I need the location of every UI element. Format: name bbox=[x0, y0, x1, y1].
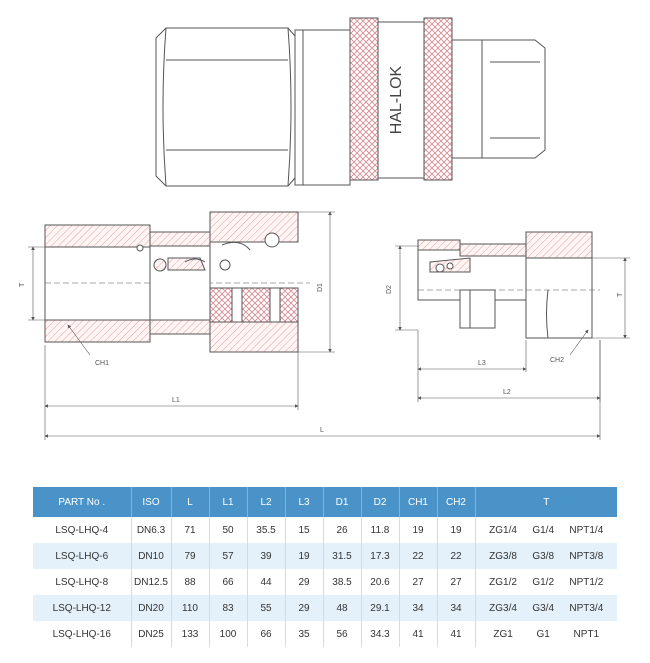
header-L3: L3 bbox=[285, 487, 323, 517]
thread-g: G1/4 bbox=[532, 524, 555, 536]
cell-CH2: 19 bbox=[437, 517, 475, 543]
header-CH1: CH1 bbox=[399, 487, 437, 517]
table-row bbox=[33, 569, 617, 595]
dim-label-D1: D1 bbox=[317, 283, 324, 292]
thread-zg: ZG1/2 bbox=[489, 576, 517, 588]
table-row bbox=[33, 621, 617, 647]
dim-label-L3: L3 bbox=[478, 360, 486, 367]
cell-iso: DN10 bbox=[131, 543, 171, 569]
cell-D1: 38.5 bbox=[323, 569, 361, 595]
thread-g: G3/8 bbox=[532, 550, 555, 562]
cell-part: LSQ-LHQ-16 bbox=[33, 621, 131, 647]
cell-D1: 26 bbox=[323, 517, 361, 543]
cell-iso: DN6.3 bbox=[131, 517, 171, 543]
knurled-sleeve-right bbox=[424, 18, 452, 180]
thread-g: G1/2 bbox=[532, 576, 555, 588]
cell-L2: 39 bbox=[247, 543, 285, 569]
cell-iso: DN12.5 bbox=[131, 569, 171, 595]
cell-L: 110 bbox=[171, 595, 209, 621]
cell-L: 79 bbox=[171, 543, 209, 569]
cell-part: LSQ-LHQ-12 bbox=[33, 595, 131, 621]
cell-D2: 17.3 bbox=[361, 543, 399, 569]
cell-T bbox=[475, 569, 617, 595]
cell-D2: 34.3 bbox=[361, 621, 399, 647]
cell-L1: 50 bbox=[209, 517, 247, 543]
cell-CH1: 41 bbox=[399, 621, 437, 647]
table-header-row bbox=[33, 487, 617, 517]
cell-part: LSQ-LHQ-6 bbox=[33, 543, 131, 569]
hex-nut-right bbox=[482, 40, 545, 158]
cell-T bbox=[475, 595, 617, 621]
thread-npt: NPT3/8 bbox=[569, 550, 604, 562]
thread-npt: NPT3/4 bbox=[569, 602, 604, 614]
cell-L2: 44 bbox=[247, 569, 285, 595]
cell-T bbox=[475, 621, 617, 647]
cell-L1: 66 bbox=[209, 569, 247, 595]
cell-part: LSQ-LHQ-4 bbox=[33, 517, 131, 543]
cell-CH1: 34 bbox=[399, 595, 437, 621]
cell-CH2: 27 bbox=[437, 569, 475, 595]
cell-CH1: 27 bbox=[399, 569, 437, 595]
dim-label-T-left: T bbox=[19, 282, 26, 287]
thread-npt: NPT1/2 bbox=[569, 576, 604, 588]
header-L1: L1 bbox=[209, 487, 247, 517]
header-L: L bbox=[171, 487, 209, 517]
cell-D2: 29.1 bbox=[361, 595, 399, 621]
dim-label-L1: L1 bbox=[172, 397, 180, 404]
coupler-section-view bbox=[45, 212, 310, 352]
thread-g: G1 bbox=[536, 628, 550, 640]
dim-label-L2: L2 bbox=[503, 389, 511, 396]
nipple-section-view bbox=[418, 232, 600, 338]
cell-CH2: 34 bbox=[437, 595, 475, 621]
external-view bbox=[156, 18, 545, 186]
cell-iso: DN25 bbox=[131, 621, 171, 647]
table-row bbox=[33, 595, 617, 621]
header-T: T bbox=[475, 487, 617, 517]
cell-L: 133 bbox=[171, 621, 209, 647]
dim-label-CH2: CH2 bbox=[550, 357, 565, 364]
dim-label-D2: D2 bbox=[386, 285, 393, 294]
cell-L: 88 bbox=[171, 569, 209, 595]
spec-table bbox=[33, 487, 617, 647]
cell-T bbox=[475, 517, 617, 543]
cell-L1: 83 bbox=[209, 595, 247, 621]
dim-label-CH1: CH1 bbox=[95, 360, 110, 367]
thread-zg: ZG1/4 bbox=[489, 524, 517, 536]
header-D2: D2 bbox=[361, 487, 399, 517]
dim-label-T-right: T bbox=[617, 292, 624, 297]
table-row bbox=[33, 543, 617, 569]
header-D1: D1 bbox=[323, 487, 361, 517]
cell-CH2: 41 bbox=[437, 621, 475, 647]
header-part-no: PART No . bbox=[33, 487, 131, 517]
cell-L3: 35 bbox=[285, 621, 323, 647]
cell-D2: 20.6 bbox=[361, 569, 399, 595]
cell-D1: 56 bbox=[323, 621, 361, 647]
thread-npt: NPT1/4 bbox=[569, 524, 604, 536]
thread-npt: NPT1 bbox=[573, 628, 600, 640]
cell-D1: 31.5 bbox=[323, 543, 361, 569]
header-CH2: CH2 bbox=[437, 487, 475, 517]
cell-L3: 29 bbox=[285, 569, 323, 595]
header-iso: ISO bbox=[131, 487, 171, 517]
hex-nut-left bbox=[156, 28, 295, 186]
header-L2: L2 bbox=[247, 487, 285, 517]
cell-L3: 19 bbox=[285, 543, 323, 569]
dim-label-L: L bbox=[320, 427, 324, 434]
brand-text: HAL-LOK bbox=[388, 65, 405, 135]
cell-iso: DN20 bbox=[131, 595, 171, 621]
cell-L3: 15 bbox=[285, 517, 323, 543]
cell-L2: 35.5 bbox=[247, 517, 285, 543]
thread-zg: ZG3/8 bbox=[489, 550, 517, 562]
cell-D1: 48 bbox=[323, 595, 361, 621]
cell-L: 71 bbox=[171, 517, 209, 543]
thread-g: G3/4 bbox=[532, 602, 555, 614]
cell-CH2: 22 bbox=[437, 543, 475, 569]
thread-zg: ZG1 bbox=[493, 628, 513, 640]
cell-L1: 57 bbox=[209, 543, 247, 569]
table-row bbox=[33, 517, 617, 543]
cell-D2: 11.8 bbox=[361, 517, 399, 543]
cell-L2: 66 bbox=[247, 621, 285, 647]
cell-L2: 55 bbox=[247, 595, 285, 621]
cell-CH1: 19 bbox=[399, 517, 437, 543]
thread-zg: ZG3/4 bbox=[489, 602, 517, 614]
cell-CH1: 22 bbox=[399, 543, 437, 569]
cell-part: LSQ-LHQ-8 bbox=[33, 569, 131, 595]
cell-L3: 29 bbox=[285, 595, 323, 621]
knurled-sleeve-left bbox=[350, 18, 378, 180]
cell-L1: 100 bbox=[209, 621, 247, 647]
cell-T bbox=[475, 543, 617, 569]
